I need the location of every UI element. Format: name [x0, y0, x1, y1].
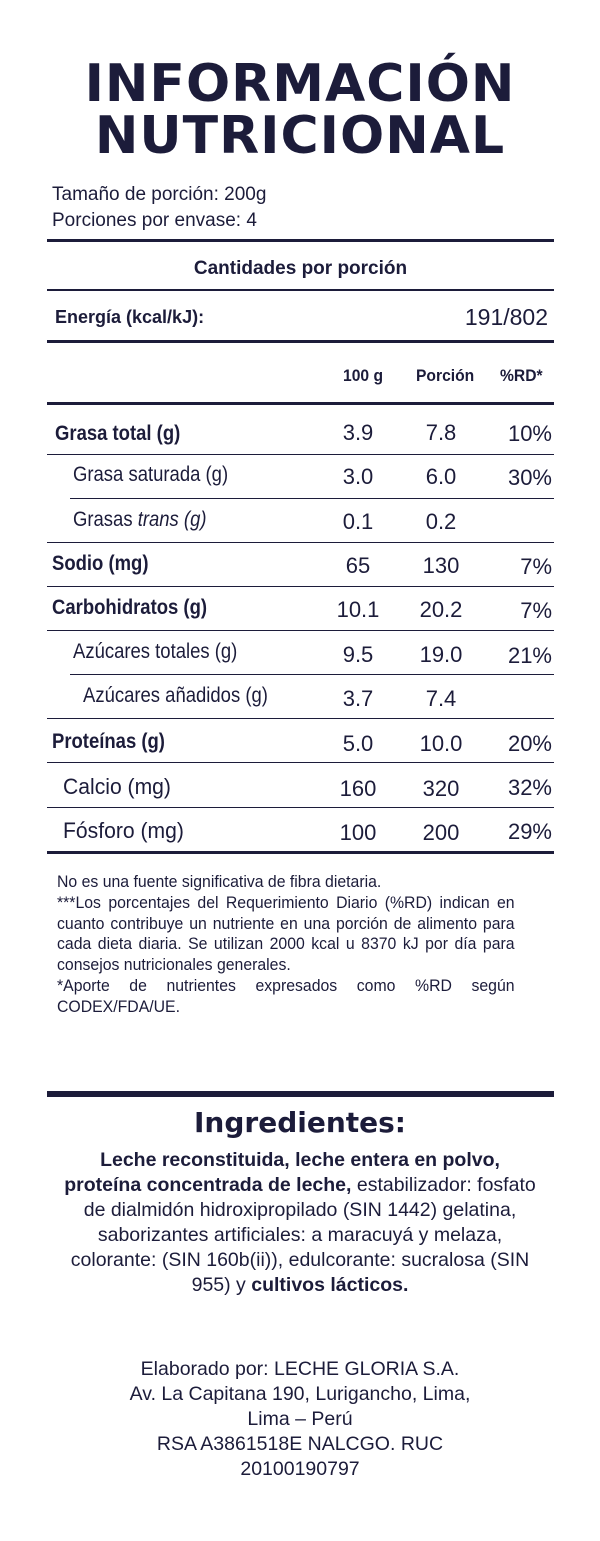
codex-note: *Aporte de nutrientes expresados como %RD según CODEX/FDA/UE.: [57, 975, 515, 1016]
value-portion: 19.0: [419, 642, 463, 667]
ingredients-bold-end: cultivos lácticos.: [251, 1274, 409, 1296]
col-header-rd: %RD*: [500, 366, 543, 385]
ingredients-bold-start: Leche reconstituida, leche entera en polvo, proteína concentrada de leche,: [64, 1149, 500, 1196]
divider: [47, 340, 554, 343]
value-portion: 130: [422, 553, 460, 578]
divider: [47, 586, 554, 587]
value-100g: 0.1: [342, 509, 374, 534]
value-rd: 21%: [507, 643, 552, 668]
divider: [47, 630, 554, 631]
value-100g: 160: [339, 776, 377, 801]
value-100g: 3.7: [342, 686, 374, 711]
value-100g: 5.0: [342, 731, 374, 756]
divider: [47, 807, 554, 808]
row-label: Azúcares totales (g): [73, 640, 238, 663]
ingredients-list: [60, 1148, 540, 1298]
section-header: Cantidades por porción: [193, 258, 408, 279]
row-label: Fósforo (mg): [63, 818, 184, 843]
title-line-2: NUTRICIONAL: [94, 106, 506, 166]
value-100g: 10.1: [336, 597, 380, 622]
divider: [47, 289, 554, 291]
value-100g: 9.5: [342, 642, 374, 667]
value-100g: 100: [339, 820, 377, 845]
col-header-portion: Porción: [416, 366, 475, 385]
value-portion: 7.4: [425, 686, 457, 711]
divider: [47, 718, 554, 719]
value-100g: 65: [345, 553, 371, 578]
value-100g: 3.0: [342, 464, 374, 489]
value-portion: 0.2: [425, 509, 457, 534]
value-portion: 320: [422, 776, 460, 801]
col-header-100g: 100 g: [343, 366, 384, 385]
row-label: Sodio (mg): [52, 552, 149, 575]
value-rd: 20%: [507, 731, 552, 756]
row-label: Azúcares añadidos (g): [83, 684, 268, 707]
row-label: Grasa total (g): [55, 422, 181, 445]
divider: [47, 454, 554, 455]
manufacturer-line: Av. La Capitana 190, Lurigancho, Lima,: [129, 1383, 471, 1405]
value-portion: 6.0: [425, 464, 457, 489]
value-portion: 10.0: [419, 731, 463, 756]
value-portion: 7.8: [425, 420, 457, 445]
ingredients-title: Ingredientes:: [194, 1106, 406, 1139]
serving-size: Tamaño de porción: 200g: [52, 184, 267, 205]
fiber-note: No es una fuente significativa de fibra dietaria.: [57, 872, 382, 891]
value-rd: 7%: [520, 598, 552, 623]
thick-divider: [47, 1091, 554, 1097]
manufacturer-line: Lima – Perú: [247, 1408, 353, 1430]
value-rd: 32%: [507, 775, 552, 800]
value-rd: 30%: [507, 465, 552, 490]
value-rd: 29%: [507, 819, 552, 844]
manufacturer-line: 20100190797: [240, 1458, 360, 1480]
value-portion: 20.2: [419, 597, 463, 622]
row-label-part: Grasas: [73, 508, 138, 531]
footnotes: [57, 872, 515, 1018]
value-100g: 3.9: [342, 420, 374, 445]
divider: [47, 542, 554, 543]
value-rd: 7%: [520, 554, 552, 579]
rd-explanation-note: ***Los porcentajes del Requerimiento Diario (%RD) indican en cuanto contribuye un nutriente en una porción de alimento para cada dieta diaria. Se utilizan 2000 kcal u 8370 kJ por día para consejos nutricionales generales.: [57, 892, 515, 975]
row-label: [73, 508, 207, 532]
divider: [47, 851, 554, 854]
title-line-1: INFORMACIÓN: [84, 54, 516, 114]
row-label: Carbohidratos (g): [52, 596, 208, 619]
row-label: Grasa saturada (g): [73, 463, 229, 486]
divider: [70, 498, 554, 499]
manufacturer-line: RSA A3861518E NALCGO. RUC: [156, 1433, 444, 1455]
divider: [47, 239, 554, 242]
manufacturer-info: [60, 1357, 540, 1482]
ingredients-middle: estabilizador: fosfato de dialmidón hidroxipropilado (SIN 1442) gelatina, saborizantes artificiales: a maracuyá y melaza, colorante: (SIN 160b(ii)), edulcorante: sucralosa (SIN 955) y: [70, 1174, 536, 1296]
page-title: [0, 54, 600, 166]
value-rd: 10%: [507, 421, 552, 446]
divider: [47, 762, 554, 763]
value-portion: 200: [422, 820, 460, 845]
servings-per-container: Porciones por envase: 4: [52, 210, 257, 231]
row-label-italic: trans (g): [137, 508, 207, 531]
energy-value: 191/802: [464, 304, 548, 330]
divider: [47, 402, 554, 405]
energy-label: Energía (kcal/kJ):: [55, 307, 205, 327]
divider: [70, 674, 554, 675]
row-label: Proteínas (g): [52, 730, 165, 753]
row-label: Calcio (mg): [63, 774, 171, 799]
manufacturer-line: Elaborado por: LECHE GLORIA S.A.: [140, 1358, 460, 1380]
